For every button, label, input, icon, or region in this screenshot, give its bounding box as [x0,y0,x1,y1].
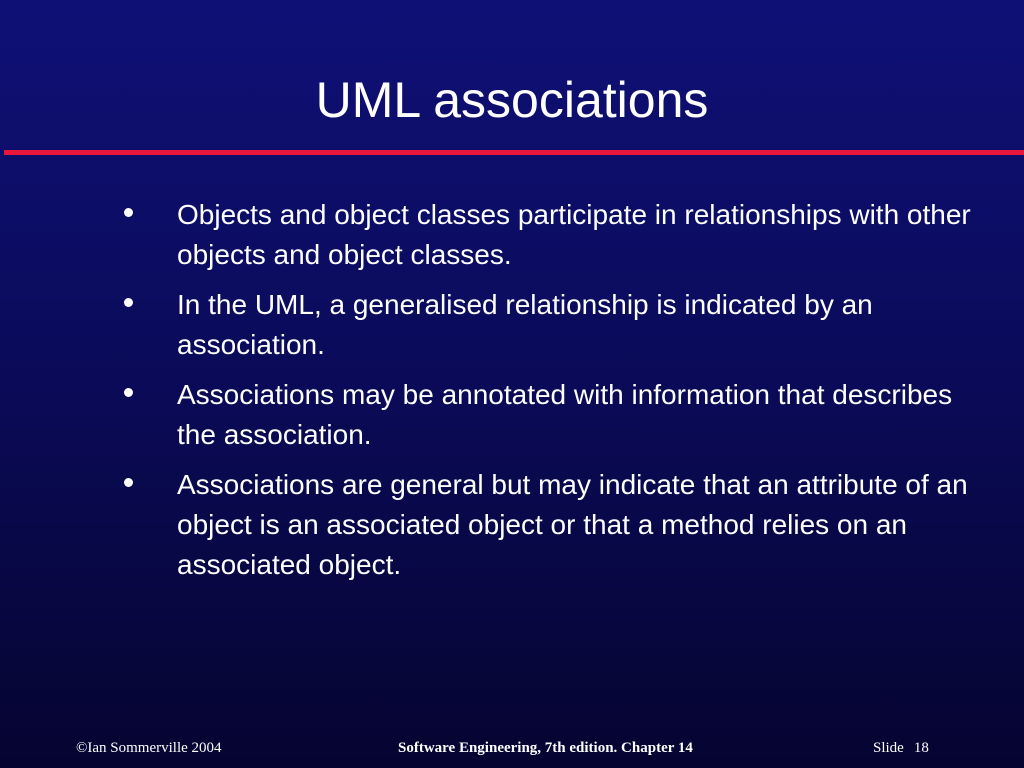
bullet-item [120,285,980,365]
slide-label: Slide [873,740,904,756]
slide-number: 18 [913,740,929,756]
bullet-text: In the UML, a generalised relationship is indicated by an association. [177,289,873,360]
bullet-text: Associations are general but may indicate that an attribute of an object is an associated object or that a method relies on an associated object. [177,469,968,580]
slide-title: UML associations [315,72,709,128]
bullet-dot-icon [124,478,133,487]
footer-slide-number [873,738,929,758]
bullet-item [120,375,980,455]
bullet-dot-icon [124,388,133,397]
bullet-text: Objects and object classes participate in relationships with other objects and object classes. [177,199,971,270]
bullet-item [120,465,980,585]
bullet-list [120,195,980,595]
footer-copyright: ©Ian Sommerville 2004 [76,740,222,756]
bullet-text: Associations may be annotated with information that describes the association. [177,379,953,450]
bullet-dot-icon [124,208,133,217]
bullet-item [120,195,980,275]
title-divider [4,150,1024,155]
bullet-dot-icon [124,298,133,307]
footer-book-title: Software Engineering, 7th edition. Chapter 14 [398,740,693,756]
